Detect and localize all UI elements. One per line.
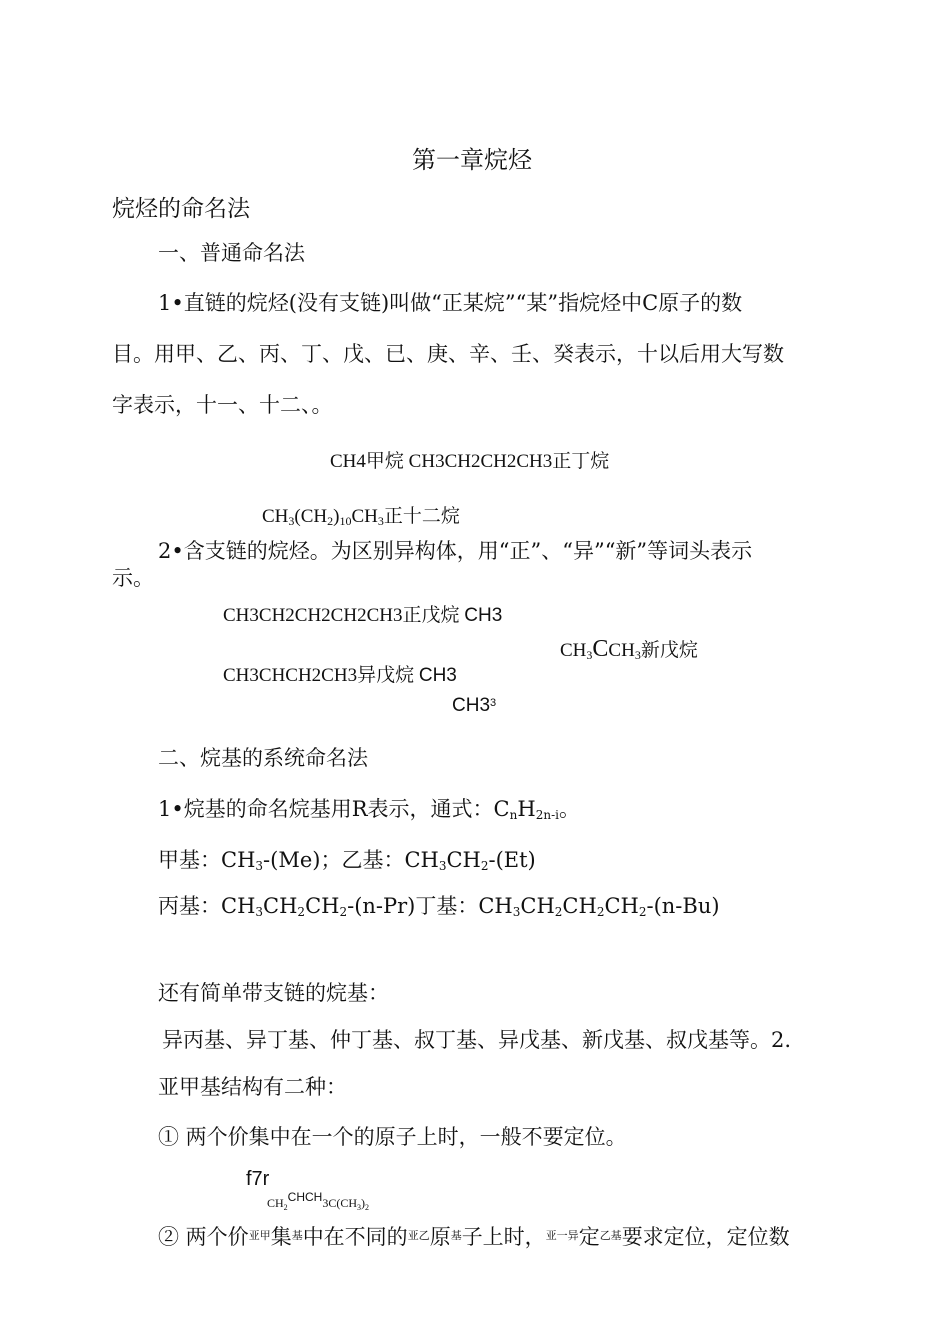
formula-pentane	[223, 605, 502, 628]
formula-text: CH3CH2CH2CH2CH3	[223, 605, 403, 626]
subscript: 3	[255, 905, 264, 919]
formula-text: (CH	[294, 506, 328, 527]
superscript: 基	[450, 1229, 462, 1242]
subscript: 2	[327, 514, 334, 528]
superscript: 亚乙	[407, 1229, 430, 1242]
text: CH	[520, 894, 555, 918]
compound-name: 新戊烷	[640, 640, 698, 661]
text: 。	[558, 797, 580, 821]
compound-name: 正戊烷	[402, 605, 460, 626]
formula-text: )	[361, 1196, 366, 1210]
formula-text: CH	[267, 1196, 284, 1210]
text: 子上时，	[461, 1225, 546, 1249]
paragraph-line: 亚甲基结构有二种：	[158, 1075, 347, 1099]
subscript: 3	[438, 859, 447, 873]
text: 集	[270, 1225, 292, 1249]
subscript: 2	[365, 1203, 370, 1212]
formula-text: C	[592, 636, 609, 662]
paragraph-line: 异丙基、异丁基、仲丁基、叔丁基、异戊基、新戊基、叔戊基等。2.	[162, 1028, 792, 1052]
formula-text: CH	[351, 506, 378, 527]
formula-text: 3C(CH	[322, 1196, 358, 1210]
subscript: 3	[377, 514, 384, 528]
subscript: n	[509, 808, 518, 822]
formula-text: CH4	[330, 451, 366, 472]
paragraph-line	[158, 797, 580, 822]
text: CH	[263, 894, 298, 918]
formula-text: CH	[262, 506, 289, 527]
text: -(n-Pr)丁基：CH	[347, 894, 513, 918]
subscript: 2	[480, 859, 489, 873]
subscript: 3	[357, 1203, 362, 1212]
superscript: 3	[490, 697, 497, 709]
text: 1•烷基的命名烷基用R表示，通式：C	[158, 797, 510, 821]
text: CH	[446, 848, 481, 872]
paragraph-line: 还有简单带支链的烷基：	[158, 981, 389, 1005]
text: CH	[305, 894, 340, 918]
compound-name: 正十二烷	[383, 506, 460, 527]
formula-text: CH	[608, 640, 635, 661]
formula-fragment	[452, 695, 496, 718]
paragraph-line	[158, 1225, 790, 1250]
paragraph-line: ① 两个价集中在一个的原子上时，一般不要定位。	[158, 1125, 627, 1149]
text: H	[517, 797, 536, 821]
subscript: 2	[339, 905, 348, 919]
subscript: 10	[339, 514, 352, 528]
formula-methane-butane	[330, 451, 609, 474]
formula-text: CH3CHCH2CH3	[223, 665, 358, 686]
chapter-title: 第一章烷烃	[412, 146, 532, 174]
text: 中在不同的	[302, 1225, 408, 1249]
subscript: 3	[255, 859, 264, 873]
paragraph-line: 字表示，十一、十二、。	[112, 393, 333, 417]
fragment-label: f7r	[246, 1168, 270, 1190]
text: CH	[562, 894, 597, 918]
subscript: 2	[596, 905, 605, 919]
subscript: 2	[297, 905, 306, 919]
subscript: 3	[288, 514, 295, 528]
formula-neopentane	[560, 635, 698, 664]
formula-methylene	[267, 1190, 369, 1213]
formula-text: CH	[560, 640, 587, 661]
paragraph-line: 目。用甲、乙、丙、丁、戊、已、庚、辛、壬、癸表示，十以后用大写数	[112, 342, 784, 366]
subscript: 2n-i	[535, 808, 559, 822]
paragraph-line	[158, 894, 720, 919]
formula-text: )	[333, 506, 340, 527]
text: -(n-Bu)	[646, 894, 720, 918]
formula-text: CHCH	[287, 1190, 323, 1204]
subscript: 3	[512, 905, 521, 919]
superscript: 乙基	[599, 1229, 622, 1242]
text: 甲基：CH	[158, 848, 256, 872]
text: 丙基：CH	[158, 894, 256, 918]
text: 定	[578, 1225, 600, 1249]
subscript: 3	[586, 648, 593, 662]
section-heading: 烷烃的命名法	[112, 196, 250, 222]
text: -(Et)	[488, 848, 536, 872]
subscript: 2	[554, 905, 563, 919]
compound-name: 甲烷	[365, 451, 404, 472]
paragraph-line: 2•含支链的烷烃。为区别异构体，用“正”、“异”“新”等词头表示	[158, 539, 753, 563]
superscript: 亚甲	[248, 1229, 271, 1242]
text: 原	[429, 1225, 451, 1249]
paragraph-line	[158, 848, 536, 873]
formula-branch: CH3	[418, 665, 457, 686]
subsection-common-naming: 一、普通命名法	[158, 241, 305, 265]
formula-text: CH3	[452, 695, 491, 716]
superscript: 亚一异	[545, 1229, 579, 1242]
subscript: 2	[283, 1203, 288, 1212]
text: CH	[604, 894, 639, 918]
compound-name: 正丁烷	[552, 451, 610, 472]
text: -(Me)；乙基：CH	[263, 848, 439, 872]
subscript: 3	[634, 648, 641, 662]
text: 要求定位，定位数	[621, 1225, 790, 1249]
formula-dodecane	[262, 506, 460, 529]
formula-text: CH3CH2CH2CH3	[408, 451, 553, 472]
formula-branch: CH3	[464, 605, 503, 626]
formula-isopentane	[223, 665, 457, 688]
superscript: 基	[291, 1229, 303, 1242]
compound-name: 异戊烷	[357, 665, 415, 686]
text: ② 两个价	[158, 1225, 249, 1249]
subsection-alkyl-naming: 二、烷基的系统命名法	[158, 746, 368, 770]
paragraph-line: 1•直链的烷烃(没有支链)叫做“正某烷”“某”指烷烃中C原子的数	[158, 291, 743, 315]
paragraph-line: 示。	[112, 566, 154, 590]
subscript: 2	[638, 905, 647, 919]
